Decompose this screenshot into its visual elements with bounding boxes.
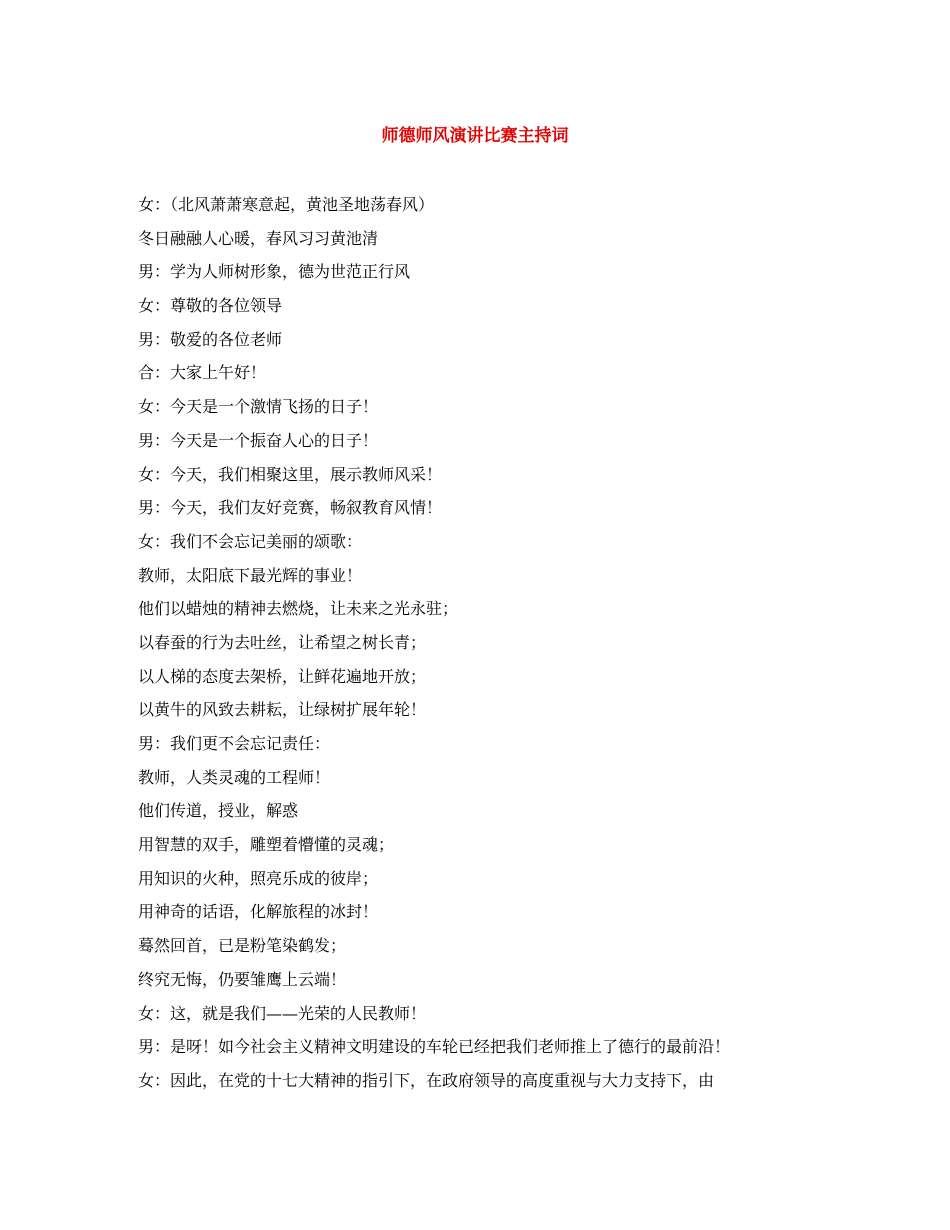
text-line: 终究无悔，仍要雏鹰上云端！: [138, 969, 347, 989]
document-title: 师德师风演讲比赛主持词: [381, 126, 569, 146]
text-line: 女：因此，在党的十七大精神的指引下，在政府领导的高度重视与大力支持下，由: [138, 1070, 715, 1090]
text-line: 女：尊敬的各位领导: [138, 296, 283, 316]
text-line: 冬日融融人心暖，春风习习黄池清: [138, 228, 379, 248]
text-line: 以黄牛的风致去耕耘，让绿树扩展年轮！: [138, 700, 427, 720]
text-line: 男：今天，我们友好竞赛，畅叙教育风情！: [138, 498, 443, 518]
text-line: 用神奇的话语，化解旅程的冰封！: [138, 902, 379, 922]
document-body: [138, 193, 838, 1103]
text-line: 男：我们更不会忘记责任：: [138, 734, 331, 753]
text-line: 用智慧的双手，雕塑着懵懂的灵魂；: [138, 835, 395, 855]
text-line: 女：这，就是我们——光荣的人民教师！: [138, 1003, 427, 1023]
text-line: 以春蚕的行为去吐丝，让希望之树长青；: [138, 632, 427, 652]
text-line: 男：是呀！如今社会主义精神文明建设的车轮已经把我们老师推上了德行的最前沿！: [138, 1037, 731, 1057]
text-line: 他们以蜡烛的精神去燃烧，让未来之光永驻；: [138, 599, 459, 619]
text-line: 教师，人类灵魂的工程师！: [138, 767, 331, 787]
text-line: 男：今天是一个振奋人心的日子！: [138, 430, 379, 450]
text-line: 教师，太阳底下最光辉的事业！: [138, 565, 363, 585]
text-line: 女：今天是一个激情飞扬的日子！: [138, 397, 379, 417]
text-line: 他们传道，授业，解惑: [138, 801, 299, 821]
text-line: 用知识的火种，照亮乐成的彼岸；: [138, 868, 379, 888]
text-line: 以人梯的态度去架桥，让鲜花遍地开放；: [138, 666, 427, 686]
text-line: 女：我们不会忘记美丽的颂歌：: [138, 531, 363, 551]
text-line: 女：（北风萧萧寒意起，黄池圣地荡春风）: [138, 195, 435, 214]
text-line: 合：大家上午好！: [138, 363, 267, 383]
text-line: 蓦然回首，已是粉笔染鹤发；: [138, 936, 347, 956]
text-line: 男：敬爱的各位老师: [138, 329, 283, 349]
text-line: 女：今天，我们相聚这里，展示教师风采！: [138, 464, 443, 484]
text-line: 男：学为人师树形象，德为世范正行风: [138, 262, 411, 282]
